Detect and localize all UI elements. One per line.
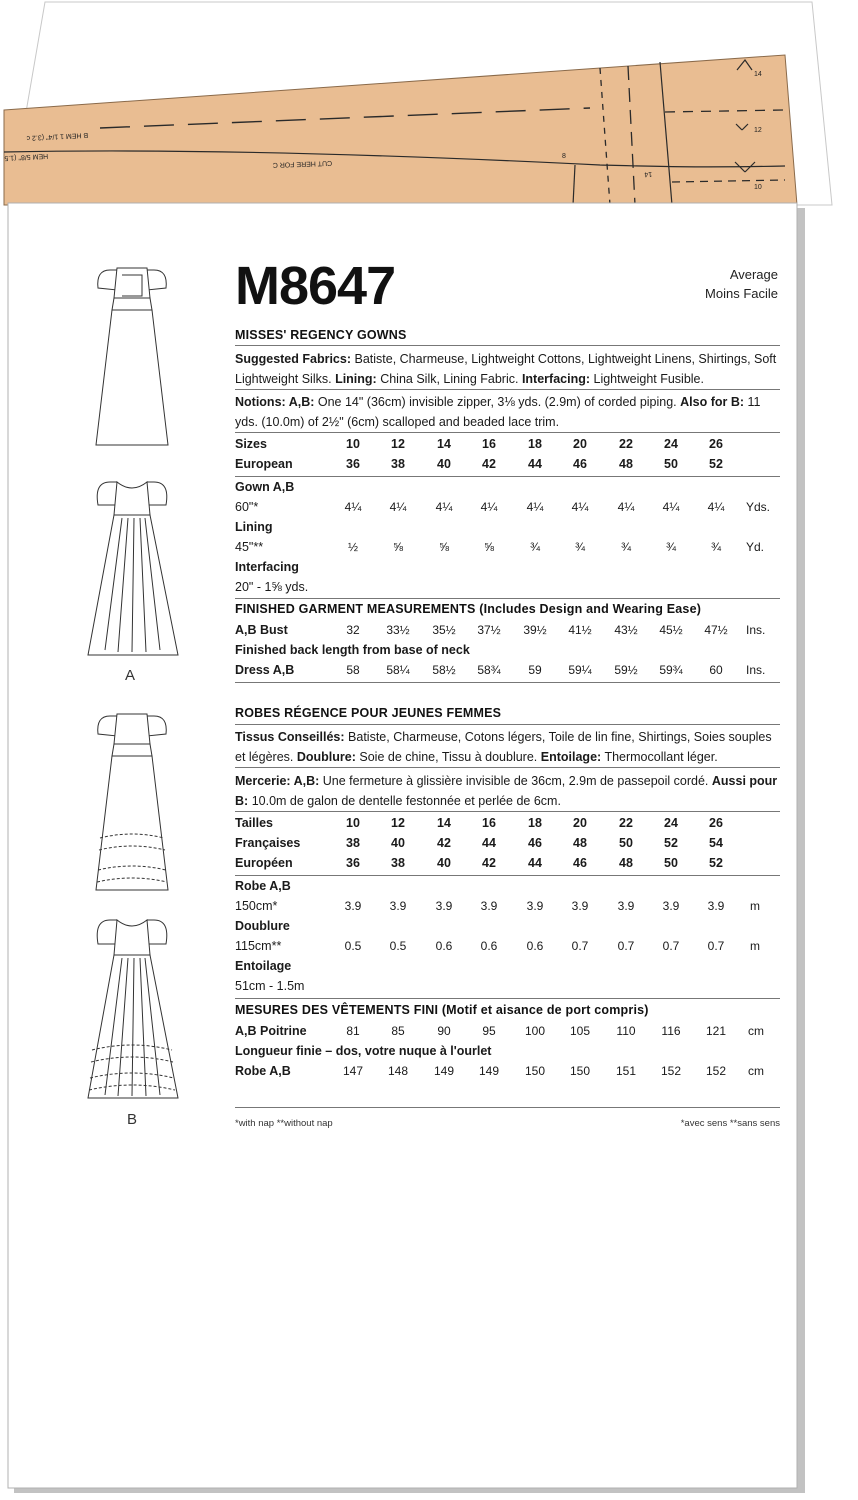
tissue-label: 14 <box>754 71 762 78</box>
robe-label: Robe A,B <box>235 879 291 893</box>
table-cell: 38 <box>391 856 405 870</box>
table-cell: 18 <box>528 437 542 451</box>
doublure-row-label: Doublure <box>235 919 290 933</box>
table-cell: 0.7 <box>571 939 589 953</box>
tailles-label: Tailles <box>235 816 273 830</box>
table-cell: ¾ <box>710 540 721 554</box>
table-cell: 14 <box>437 816 451 830</box>
table-cell: 48 <box>619 856 633 870</box>
table-cell: 149 <box>433 1064 455 1078</box>
table-cell: 4¼ <box>435 500 453 514</box>
divider <box>235 598 780 599</box>
table-cell: 44 <box>528 457 542 471</box>
aussi-label: Aussi pour B: <box>235 774 778 808</box>
table-cell: 46 <box>573 457 587 471</box>
table-cell: 3.9 <box>480 899 498 913</box>
francaises-label: Françaises <box>235 836 301 850</box>
table-cell: 3.9 <box>662 899 680 913</box>
finished-title: FINISHED GARMENT MEASUREMENTS (Includes Design and Wearing Ease) <box>235 602 702 616</box>
table-cell: 24 <box>664 816 678 830</box>
tissue-label: 14 <box>644 170 653 178</box>
table-cell: 58¾ <box>477 663 501 677</box>
table-cell: 33½ <box>386 623 410 637</box>
table-cell: 40 <box>437 457 451 471</box>
tissue-label: HEM 5/8" (1.5 <box>4 152 49 162</box>
table-cell: ¾ <box>574 540 585 554</box>
lining-width: 45"** <box>235 540 264 554</box>
fabrics-text: Batiste, Charmeuse, Lightweight Cottons, Lightweight Linens, Shirtings, Soft Lightweight Silks. <box>235 352 777 386</box>
view-a-label: A <box>125 667 136 684</box>
entoilage-text: Thermocollant léger. <box>604 750 718 764</box>
table-cell: 0.6 <box>435 939 453 953</box>
table-cell: 4¼ <box>480 500 498 514</box>
table-cell: 3.9 <box>435 899 453 913</box>
table-cell: 95 <box>482 1024 496 1038</box>
table-cell: 151 <box>615 1064 637 1078</box>
table-cell: 4¼ <box>344 500 362 514</box>
tissue-label: 8 <box>562 153 566 160</box>
table-cell: ½ <box>347 540 358 554</box>
table-cell: 50 <box>619 836 633 850</box>
divider <box>235 389 780 390</box>
dress-label: Dress A,B <box>235 663 295 677</box>
robe-width: 150cm* <box>235 899 278 913</box>
entoilage-value: 51cm - 1.5m <box>235 979 305 993</box>
table-cell: 0.7 <box>617 939 635 953</box>
table-cell: 116 <box>661 1024 681 1038</box>
table-cell: 42 <box>482 457 496 471</box>
gown-label: Gown A,B <box>235 480 295 494</box>
divider <box>235 345 780 346</box>
table-cell: 4¼ <box>707 500 725 514</box>
table-cell: 4¼ <box>526 500 544 514</box>
envelope-front-shadow-right <box>797 208 805 1492</box>
divider <box>235 724 780 725</box>
table-cell: 43½ <box>614 623 638 637</box>
en-notions <box>235 392 783 432</box>
table-cell: 10 <box>346 816 360 830</box>
longueur-label: Longueur finie – dos, votre nuque à l'ourlet <box>235 1044 492 1058</box>
table-cell: 4¼ <box>662 500 680 514</box>
divider <box>235 811 780 812</box>
tissue-label: 10 <box>754 184 762 191</box>
table-cell: 36 <box>346 457 360 471</box>
table-cell: 105 <box>569 1024 591 1038</box>
table-cell: 48 <box>619 457 633 471</box>
table-cell: 59½ <box>614 663 638 677</box>
table-cell: 38 <box>346 836 360 850</box>
interfacing-label: Interfacing: <box>521 372 591 386</box>
table-cell: ⅝ <box>438 540 449 554</box>
footnote-fr: *avec sens **sans sens <box>680 1118 780 1129</box>
en-fabrics <box>235 349 783 389</box>
lining-text: China Silk, Lining Fabric. <box>380 372 519 386</box>
table-cell: 81 <box>346 1024 360 1038</box>
table-cell: 12 <box>391 816 405 830</box>
table-cell: 14 <box>437 437 451 451</box>
doublure-text: Soie de chine, Tissu à doublure. <box>359 750 538 764</box>
table-cell: 12 <box>391 437 405 451</box>
tissue-label: 12 <box>754 127 762 134</box>
table-cell: 58¼ <box>386 663 410 677</box>
table-cell: 16 <box>482 437 496 451</box>
lining-unit: Yd. <box>746 540 765 554</box>
table-cell: 50 <box>664 856 678 870</box>
poitrine-unit: cm <box>748 1024 764 1038</box>
table-cell: 0.6 <box>526 939 544 953</box>
footnote-en: *with nap **without nap <box>235 1118 333 1129</box>
divider <box>235 432 780 433</box>
table-cell: 0.5 <box>389 939 407 953</box>
poitrine-label: A,B Poitrine <box>235 1024 307 1038</box>
table-cell: 46 <box>528 836 542 850</box>
table-cell: 0.5 <box>344 939 362 953</box>
table-cell: 40 <box>437 856 451 870</box>
table-cell: 41½ <box>568 623 592 637</box>
table-cell: 148 <box>387 1064 409 1078</box>
notions-label: Notions: A,B: <box>235 395 315 409</box>
table-cell: 52 <box>664 836 678 850</box>
doublure-width: 115cm** <box>235 939 282 953</box>
table-cell: 3.9 <box>526 899 544 913</box>
table-cell: 59¾ <box>659 663 683 677</box>
pattern-number: M8647 <box>235 256 396 316</box>
dress-unit: Ins. <box>746 663 766 677</box>
table-cell: 20 <box>573 816 587 830</box>
table-cell: ⅝ <box>392 540 403 554</box>
table-cell: 100 <box>524 1024 546 1038</box>
table-cell: 40 <box>391 836 405 850</box>
table-cell: 20 <box>573 437 587 451</box>
table-cell: 0.6 <box>480 939 498 953</box>
table-cell: 26 <box>709 816 723 830</box>
table-cell: 37½ <box>477 623 501 637</box>
table-cell: 42 <box>482 856 496 870</box>
table-cell: ¾ <box>529 540 540 554</box>
robe2-unit: cm <box>748 1064 764 1078</box>
table-cell: 85 <box>391 1024 405 1038</box>
tissus-label: Tissus Conseillés: <box>235 730 345 744</box>
table-cell: 4¼ <box>571 500 589 514</box>
table-cell: 50 <box>664 457 678 471</box>
lining-label: Lining: <box>335 372 377 386</box>
table-cell: 22 <box>619 816 633 830</box>
mercerie-text: Une fermeture à glissière invisible de 36cm, 2.9m de passepoil cordé. <box>322 774 709 788</box>
table-cell: 16 <box>482 816 496 830</box>
tissue-label: B HEM 1 1/4" (3.2 c <box>26 131 89 142</box>
table-cell: ¾ <box>665 540 676 554</box>
fr-notions <box>235 771 783 811</box>
table-cell: 3.9 <box>571 899 589 913</box>
table-cell: 22 <box>619 437 633 451</box>
table-cell: 35½ <box>432 623 456 637</box>
interfacing-value: 20" - 1⅝ yds. <box>235 580 309 594</box>
table-cell: 147 <box>342 1064 364 1078</box>
table-cell: 52 <box>709 856 723 870</box>
divider <box>235 767 780 768</box>
gown-unit: Yds. <box>746 500 771 514</box>
european-label: European <box>235 457 293 471</box>
view-b-label: B <box>127 1111 138 1128</box>
table-cell: 48 <box>573 836 587 850</box>
table-cell: 42 <box>437 836 451 850</box>
table-cell: 152 <box>705 1064 727 1078</box>
entoilage-row-label: Entoilage <box>235 959 292 973</box>
table-cell: 18 <box>528 816 542 830</box>
table-cell: 39½ <box>523 623 547 637</box>
interfacing-row-label: Interfacing <box>235 560 299 574</box>
table-cell: 0.7 <box>662 939 680 953</box>
table-cell: 3.9 <box>707 899 725 913</box>
europeen-label: Européen <box>235 856 293 870</box>
table-cell: 32 <box>346 623 360 637</box>
doublure-unit: m <box>750 939 760 953</box>
table-cell: 38 <box>391 457 405 471</box>
table-cell: 44 <box>482 836 496 850</box>
table-cell: 90 <box>437 1024 451 1038</box>
table-cell: 59¼ <box>568 663 592 677</box>
notions-text: One 14" (36cm) invisible zipper, 3⅛ yds. (2.9m) of corded piping. <box>317 395 677 409</box>
table-cell: 26 <box>709 437 723 451</box>
also-label: Also for B: <box>680 395 745 409</box>
divider <box>235 998 780 999</box>
lining-row-label: Lining <box>235 520 273 534</box>
divider <box>235 1107 780 1108</box>
tissus-text: Batiste, Charmeuse, Cotons légers, Toile de lin fine, Shirtings, Soies souples et légères. <box>235 730 772 764</box>
bust-unit: Ins. <box>746 623 766 637</box>
table-cell: ¾ <box>620 540 631 554</box>
table-cell: 24 <box>664 437 678 451</box>
table-cell: 36 <box>346 856 360 870</box>
table-cell: 3.9 <box>344 899 362 913</box>
divider <box>235 875 780 876</box>
table-cell: 149 <box>478 1064 500 1078</box>
table-cell: 58½ <box>432 663 456 677</box>
entoilage-label: Entoilage: <box>540 750 602 764</box>
table-cell: 4¼ <box>617 500 635 514</box>
table-cell: 152 <box>660 1064 682 1078</box>
table-cell: 58 <box>346 663 360 677</box>
fabrics-label: Suggested Fabrics: <box>235 352 351 366</box>
gown-width: 60"* <box>235 500 259 514</box>
table-cell: 3.9 <box>389 899 407 913</box>
table-cell: 54 <box>709 836 723 850</box>
table-cell: 0.7 <box>707 939 725 953</box>
difficulty-fr: Moins Facile <box>705 286 778 301</box>
table-cell: 59 <box>528 663 542 677</box>
table-cell: 60 <box>709 663 723 677</box>
divider <box>235 682 780 683</box>
fr-title: ROBES RÉGENCE POUR JEUNES FEMMES <box>235 706 502 720</box>
table-cell: 4¼ <box>389 500 407 514</box>
en-title: MISSES' REGENCY GOWNS <box>235 328 407 342</box>
also-text: 11 yds. (10.0m) of 2½" (6cm) scalloped and beaded lace trim. <box>235 395 761 429</box>
robe2-label: Robe A,B <box>235 1064 291 1078</box>
table-cell: 110 <box>616 1024 636 1038</box>
tissue-label: CUT HERE FOR C <box>272 159 333 169</box>
table-cell: ⅝ <box>483 540 494 554</box>
sizes-label: Sizes <box>235 437 267 451</box>
mesures-title: MESURES DES VÊTEMENTS FINI (Motif et aisance de port compris) <box>235 1003 649 1017</box>
table-cell: 46 <box>573 856 587 870</box>
bust-label: A,B Bust <box>235 623 288 637</box>
aussi-text: 10.0m de galon de dentelle festonnée et perlée de 6cm. <box>251 794 561 808</box>
table-cell: 3.9 <box>617 899 635 913</box>
doublure-label: Doublure: <box>296 750 356 764</box>
table-cell: 44 <box>528 856 542 870</box>
table-cell: 150 <box>569 1064 591 1078</box>
back-length-label: Finished back length from base of neck <box>235 643 470 657</box>
divider <box>235 476 780 477</box>
table-cell: 10 <box>346 437 360 451</box>
table-cell: 121 <box>705 1024 727 1038</box>
table-cell: 150 <box>524 1064 546 1078</box>
table-cell: 52 <box>709 457 723 471</box>
interfacing-text: Lightweight Fusible. <box>593 372 704 386</box>
fr-fabrics <box>235 727 783 767</box>
robe-unit: m <box>750 899 760 913</box>
mercerie-label: Mercerie: A,B: <box>235 774 320 788</box>
table-cell: 47½ <box>704 623 728 637</box>
table-cell: 45½ <box>659 623 683 637</box>
difficulty-en: Average <box>729 267 778 282</box>
